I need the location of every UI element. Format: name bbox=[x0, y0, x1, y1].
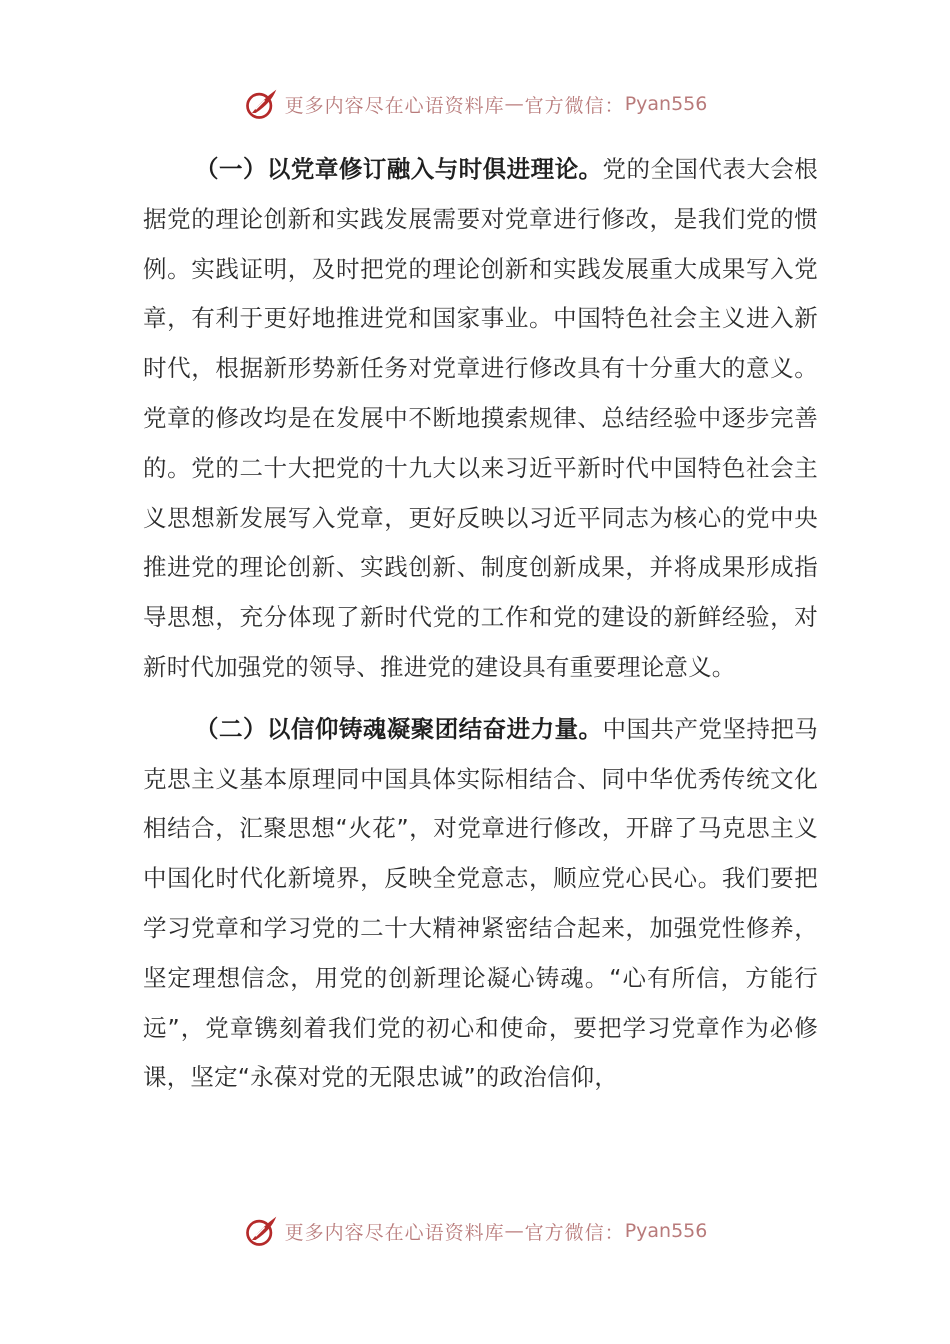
quill-logo-icon bbox=[243, 1213, 279, 1249]
paragraph-1-body: 党的全国代表大会根据党的理论创新和实践发展需要对党章进行修改，是我们党的惯例。实践证明，及时把党的理论创新和实践发展重大成果写入党章，有利于更好地推进党和国家事业。中国特色社会主义进入新时代，根据新形势新任务对党章进行修改具有十分重大的意义。党章的修改均是在发展中不断地摸索规律、总结经验中逐步完善的。党的二十大把党的十九大以来习近平新时代中国特色社会主义思想新发展写入党章，更好反映以习近平同志为核心的党中央推进党的理论创新、实践创新、制度创新成果，并将成果形成指导思想，充分体现了新时代党的工作和党的建设的新鲜经验，对新时代加强党的领导、推进党的建设具有重要理论意义。 bbox=[143, 155, 818, 681]
watermark-wechat-id: Pyan556 bbox=[624, 1220, 708, 1242]
watermark-wechat-id: Pyan556 bbox=[624, 93, 708, 115]
paragraph-2 bbox=[143, 705, 818, 1103]
watermark-main: 更多内容尽在心语资料库 bbox=[284, 1221, 505, 1244]
watermark-wechat-label: 官方微信： bbox=[524, 94, 625, 117]
footer-watermark bbox=[0, 1211, 950, 1251]
watermark-dash: — bbox=[504, 1220, 525, 1242]
paragraph-1-heading: （一）以党章修订融入与时俱进理论。 bbox=[195, 155, 603, 183]
watermark-wechat-label: 官方微信： bbox=[524, 1221, 625, 1244]
quill-logo-icon bbox=[243, 86, 279, 122]
paragraph-2-heading: （二）以信仰铸魂凝聚团结奋进力量。 bbox=[195, 714, 603, 743]
header-watermark bbox=[0, 84, 950, 124]
document-body bbox=[143, 145, 818, 1115]
paragraph-2-body: 中国共产党坚持把马克思主义基本原理同中国具体实际相结合、同中华优秀传统文化相结合，汇聚思想“火花”，对党章进行修改，开辟了马克思主义中国化时代化新境界，反映全党意志，顺应党心民心。我们要把学习党章和学习党的二十大精神紧密结合起来，加强党性修养，坚定理想信念，用党的创新理论凝心铸魂。“心有所信，方能行远”，党章镌刻着我们党的初心和使命，要把学习党章作为必修课，坚定“永葆对党的无限忠诚”的政治信仰， bbox=[143, 714, 818, 1092]
paragraph-1 bbox=[143, 145, 818, 693]
watermark-dash: — bbox=[504, 93, 525, 115]
watermark-main: 更多内容尽在心语资料库 bbox=[284, 94, 505, 117]
